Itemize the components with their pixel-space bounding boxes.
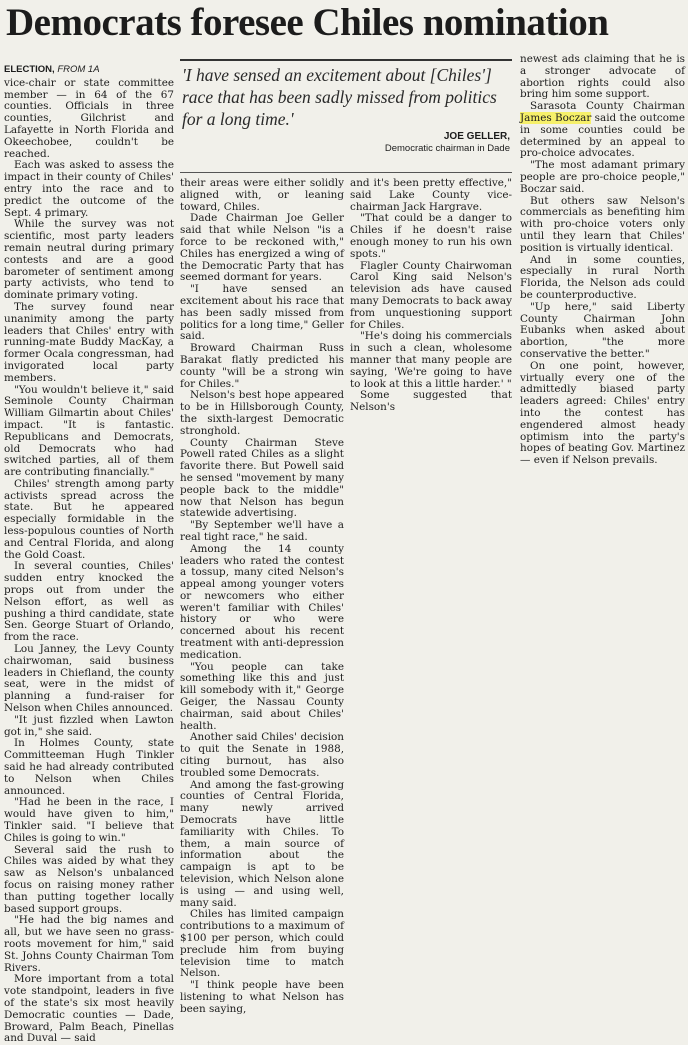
pull-quote-title: Democratic chairman in Dade bbox=[384, 143, 510, 154]
paragraph: "It just fizzled when Lawton got in," she said. bbox=[4, 713, 174, 738]
paragraph: Several said the rush to Chiles was aided by what they saw as Nelson's unbalanced focus on raising money rather than putting together locally based support groups. bbox=[4, 843, 174, 915]
paragraph: "He's doing his commercials in such a clean, wholesome manner that many people are saying, 'We're going to have to look at this a little harder.' " bbox=[350, 330, 512, 390]
paragraph: "I have sensed an excitement about his race that has been sadly missed from politics for a long time," Geller said. bbox=[180, 283, 344, 343]
paragraph: "The most adamant primary people are pro-choice people," Boczar said. bbox=[520, 159, 685, 195]
kicker-from: FROM 1A bbox=[57, 64, 100, 75]
jump-kicker bbox=[4, 64, 174, 76]
paragraph: County Chairman Steve Powell rated Chiles as a slight favorite there. But Powell said he sensed "movement by many people back to the middle" now that Nelson has begun statewide advertising. bbox=[180, 436, 344, 520]
paragraph: More important from a total vote standpoint, leaders in five of the state's six most heavily Democratic counties — Dade, Broward, Palm Beach, Pinellas and Duval — said bbox=[4, 973, 174, 1045]
pullquote-bottom-rule bbox=[180, 172, 512, 173]
paragraph: The survey found near unanimity among the party leaders that Chiles' entry with running-mate Buddy MacKay, a former Ocala congressman, had invigorated local party members. bbox=[4, 300, 174, 384]
paragraph: vice-chair or state committee member — in 64 of the 67 counties. Officials in three counties, Gilchrist and Lafayette in North Florida and Okeechobee, couldn't be reached. bbox=[4, 76, 174, 160]
paragraph: Each was asked to assess the impact in their county of Chiles' entry into the race and to predict the outcome of the Sept. 4 primary. bbox=[4, 159, 174, 219]
paragraph: And in some counties, especially in rural North Florida, the Nelson ads could be counterproductive. bbox=[520, 253, 685, 301]
paragraph: While the survey was not scientific, most party leaders remain neutral during primary contests and are a good barometer of sentiment among party activists, who tend to dominate primary voting. bbox=[4, 218, 174, 302]
paragraph: Nelson's best hope appeared to be in Hillsborough County, the sixth-largest Democratic stronghold. bbox=[180, 389, 344, 437]
paragraph bbox=[520, 101, 685, 160]
paragraph: In Holmes County, state Committeeman Hugh Tinkler said he had already contributed to Nelson when Chiles announced. bbox=[4, 737, 174, 797]
paragraph: Chiles has limited campaign contributions to a maximum of $100 per person, which could preclude him from buying television time to match Nelson. bbox=[180, 908, 344, 980]
paragraph: "You wouldn't believe it," said Seminole County Chairman William Gilmartin about Chiles' impact. "It is fantastic. Republicans and Democrats, old Democrats who had switched parties, all of them are contributing financially." bbox=[4, 383, 174, 479]
article-column-1 bbox=[4, 64, 174, 1045]
paragraph: Broward Chairman Russ Barakat flatly predicted his county "will be a strong win for Chiles." bbox=[180, 342, 344, 390]
paragraph: "Up here," said Liberty County Chairman John Eubanks when asked about abortion, "the more conservative the better." bbox=[520, 300, 685, 360]
paragraph: "That could be a danger to Chiles if he doesn't raise enough money to run his own spots." bbox=[350, 212, 512, 260]
paragraph: "Had he been in the race, I would have given to him," Tinkler said. "I believe that Chiles is going to win." bbox=[4, 796, 174, 844]
paragraph: Dade Chairman Joe Geller said that while Nelson "is a force to be reckoned with," Chiles has energized a wing of the Democratic Party that has seemed dormant for years. bbox=[180, 212, 344, 284]
pull-quote: 'I have sensed an excitement about [Chiles'] race that has been sadly missed from politics for a long time.' bbox=[182, 65, 497, 129]
article-column-4 bbox=[520, 54, 685, 467]
pullquote-top-rule bbox=[180, 59, 512, 61]
paragraph: Another said Chiles' decision to quit the Senate in 1988, citing burnout, has also troubled some Democrats. bbox=[180, 731, 344, 779]
article-column-3 bbox=[350, 178, 512, 414]
paragraph: Chiles' strength among party activists spread across the state. But he appeared especially formidable in the less-populous counties of North and Central Florida, and along the Gold Coast. bbox=[4, 477, 174, 561]
paragraph: And among the fast-growing counties of Central Florida, many newly arrived Democrats have little familiarity with Chiles. To them, a main source of information about the campaign is apt to be television, which Nelson alone is using — and using well, many said. bbox=[180, 778, 344, 909]
paragraph: Lou Janney, the Levy County chairwoman, said business leaders in Chiefland, the county seat, were in the midst of planning a fund-raiser for Nelson when Chiles announced. bbox=[4, 643, 174, 715]
headline: Democrats foresee Chiles nomination bbox=[6, 1, 609, 44]
kicker-label: ELECTION, bbox=[4, 64, 55, 75]
paragraph: "I think people have been listening to what Nelson has been saying, bbox=[180, 979, 344, 1015]
paragraph: "By September we'll have a real tight race," he said. bbox=[180, 519, 344, 543]
paragraph-text: Sarasota County Chairman bbox=[530, 100, 685, 113]
paragraph: Among the 14 county leaders who rated the contest a tossup, many cited Nelson's appeal among younger voters or newcomers who either weren't familiar with Chiles' history or who were concerned about his recent treatment with anti-depression medication. bbox=[180, 542, 344, 661]
paragraph-text: said the outcome in some counties could be determined by an appeal to pro-choice advocates. bbox=[520, 111, 685, 160]
paragraph: But others saw Nelson's commercials as benefiting him with pro-choice voters only until they learn that Chiles' position is virtually identical. bbox=[520, 194, 685, 254]
paragraph: newest ads claiming that he is a stronger advocate of abortion rights could also bring him some support. bbox=[520, 53, 685, 101]
paragraph: Some suggested that Nelson's bbox=[350, 389, 512, 414]
paragraph: their areas were either solidly aligned with, or leaning toward, Chiles. bbox=[180, 177, 344, 213]
highlighted-name: James Boczar bbox=[520, 111, 592, 124]
paragraph: and it's been pretty effective," said Lake County vice-chairman Jack Hargrave. bbox=[350, 177, 512, 213]
paragraph: "You people can take something like this and just kill somebody with it," George Geiger, the Nassau County chairman, said about Chiles' health. bbox=[180, 660, 344, 732]
paragraph: In several counties, Chiles' sudden entry knocked the props out from under the Nelson effort, as well as pushing a third candidate, state Sen. George Stuart of Orlando, from the race. bbox=[4, 560, 174, 644]
paragraph: Flagler County Chairwoman Carol King said Nelson's television ads have caused many Democrats to back away from unquestioning support for Chiles. bbox=[350, 259, 512, 331]
article-column-2 bbox=[180, 178, 344, 1016]
pull-quote-name: JOE GELLER, bbox=[443, 131, 510, 142]
paragraph: "He had the big names and all, but we have seen no grass-roots movement for him," said St. Johns County Chairman Tom Rivers. bbox=[4, 914, 174, 974]
paragraph: On one point, however, virtually every one of the admittedly biased party leaders agreed: Chiles' entry into the contest has engendered almost heady optimism into the party's hopes of beating Gov. Martinez — even if Nelson prevails. bbox=[520, 359, 685, 467]
